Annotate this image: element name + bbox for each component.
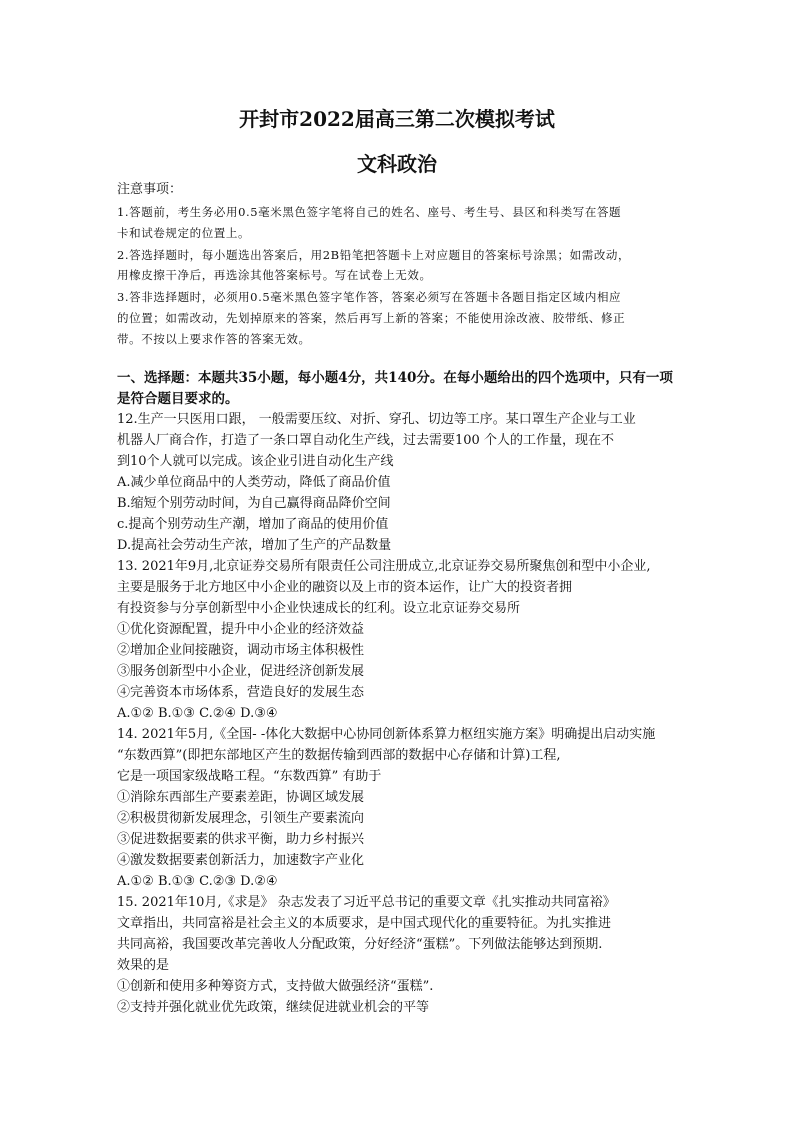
question-option: ④完善资本市场体系，营造良好的发展生态 [117,685,365,700]
question-stem-line: 14. 2021年5月,《全国- -体化大数据中心协同创新体系算力枢纽实施方案》明确提出启动实施 [117,727,656,742]
notice-line: 3.答非选择题时，必须用0.5毫米黑色签字笔作答，答案必须写在答题卡各题目指定区域内相应 [117,290,622,304]
section-heading: 一、选择题：本题共35小题，每小题4分，共140分。在每小题给出的四个选项中，只有一项 [117,370,673,386]
notice-line: 卡和试卷规定的位置上。 [117,226,251,240]
question-option: ①优化资源配置，提升中小企业的经济效益 [117,622,365,637]
question-stem-line: 有投资参与分享创新型中小企业快速成长的红利。设立北京证券交易所 [117,601,521,616]
notice-heading: 注意事项： [117,182,183,197]
question-stem-line: 到10个人就可以完成。该企业引进自动化生产线 [117,454,394,469]
section-heading: 是符合题目要求的。 [117,391,239,407]
question-option: ③促进数据要素的供求平衡，助力乡村振兴 [117,832,365,847]
question-stem-line: 文章指出，共同富裕是社会主义的本质要求，是中国式现代化的重要特征。为扎实推进 [117,916,612,931]
question-stem-line: “东数西算”(即把东部地区产生的数据传输到西部的数据中心存储和计算)工程, [117,748,561,763]
notice-line: 2.答选择题时，每小题选出答案后，用2B铅笔把答题卡上对应题目的答案标号涂黑；如需改动， [117,248,631,262]
question-option: c.提高个别劳动生产潮，增加了商品的使用价值 [117,517,389,532]
question-option: ①消除东西部生产要素差距，协调区域发展 [117,790,365,805]
exam-title: 开封市2022届高三第二次模拟考试 [239,107,555,131]
question-option: ④激发数据要素创新活力，加速数字产业化 [117,853,365,868]
question-stem-line: 效果的是 [117,958,170,973]
notice-line: 的位置；如需改动，先划掉原来的答案，然后再写上新的答案；不能使用涂改液、胶带纸、修正 [117,311,626,325]
question-stem-line: 机器人厂商合作，打造了一条口罩自动化生产线，过去需要100 个人的工作量，现在不 [117,433,614,448]
question-stem-line: 它是一项国家级战略工程。“东数西算” 有助于 [117,769,382,784]
notice-line: 1.答题前，考生务必用0.5毫米黑色签字笔将自己的姓名、座号、考生号、县区和科类写在答题 [117,205,622,219]
question-stem-line: 13. 2021年9月,北京证券交易所有限责任公司注册成立,北京证券交易所聚焦创和型中小企业, [117,559,651,574]
question-option: ②支持并强化就业优先政策，继续促进就业机会的平等 [117,1000,430,1015]
question-stem-line: 共同高裕，我国要改革完善收人分配政策，分好经济“蛋糕”。下列做法能够达到预期. [117,937,603,952]
question-stem-line: 主要是服务于北方地区中小企业的融资以及上市的资本运作，让广大的投资者拥 [117,580,573,595]
question-option: ②增加企业间接融资，调动市场主体积极性 [117,643,365,658]
notice-line: 带。不按以上要求作答的答案无效。 [117,332,311,346]
question-option: ③服务创新型中小企业，促进经济创新发展 [117,664,365,679]
notice-line: 用橡皮擦干净后，再选涂其他答案标号。写在试卷上无效。 [117,268,432,282]
question-option: ①创新和使用多种筹资方式，支持做大做强经济“蛋糕”. [117,979,434,994]
question-option: B.缩短个别劳动时间，为自己赢得商品降价空间 [117,496,391,511]
answer-choices: A.①② B.①③ C.②③ D.②④ [117,874,278,889]
question-option: A.减少单位商品中的人类劳动，降低了商品价值 [117,475,391,490]
question-option: ②积极贯彻新发展理念，引领生产要素流向 [117,811,365,826]
answer-choices: A.①② B.①③ C.②④ D.③④ [117,706,278,721]
exam-subject: 文科政治 [357,152,437,176]
question-stem-line: 12.生产一只医用口跟， 一般需要压纹、对折、穿孔、切边等工序。某口罩生产企业与工业 [117,412,636,427]
question-option: D.提高社会劳动生产浓，增加了生产的产品数量 [117,538,392,553]
question-stem-line: 15. 2021年10月,《求是》 杂志发表了习近平总书记的重要文章《扎实推动共同富裕》 [117,895,616,910]
